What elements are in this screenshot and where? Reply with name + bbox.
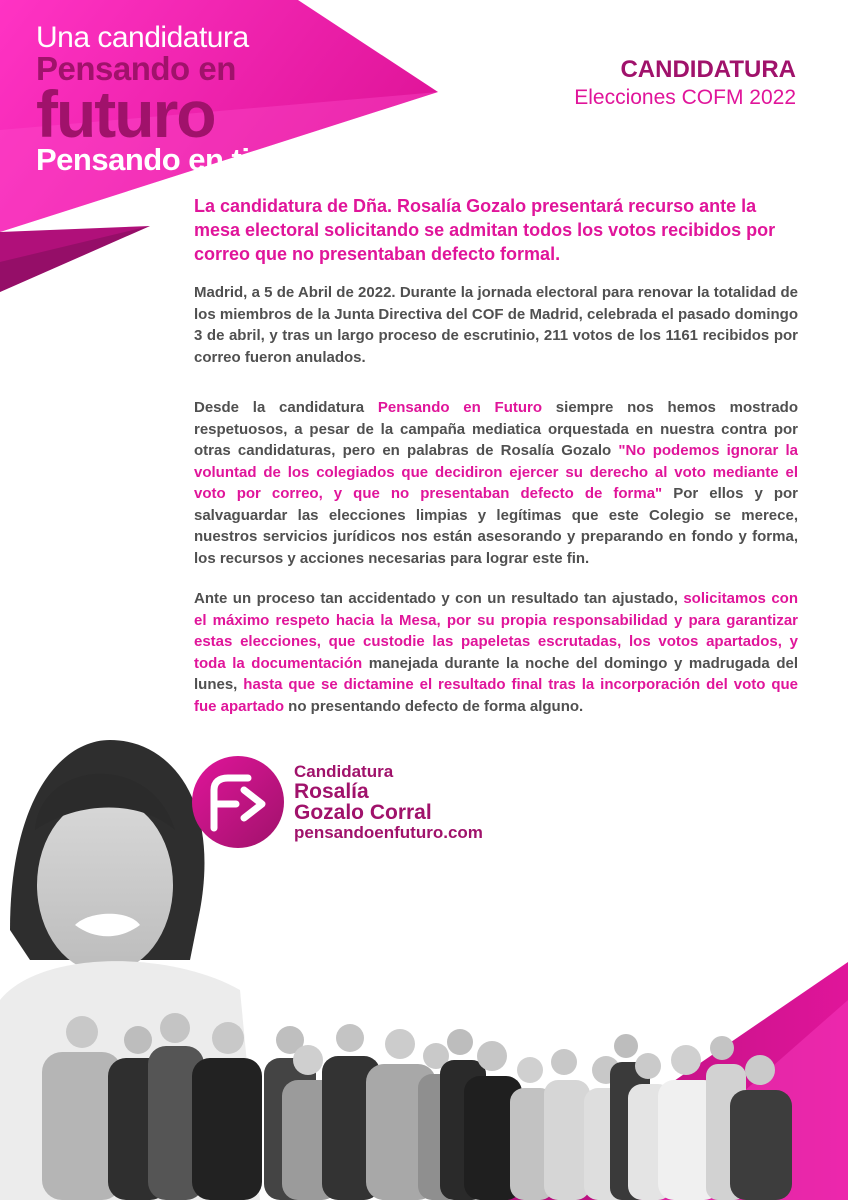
page-subtitle: Elecciones COFM 2022 [574,86,796,109]
slogan-block [36,22,296,176]
paragraph-2-quote: "No podemos ignorar la voluntad de los colegiados que decidiron ejercer su derecho al voto mediante el voto por correo, y que no presentaban defecto de forma" [194,442,798,502]
logo-text [294,762,483,842]
page-title: CANDIDATURA [620,56,796,83]
paragraph-3-highlight-2: hasta que se dictamine el resultado final tras la incorporación del voto que fue apartado [194,676,799,715]
paragraph-2-text-2: siempre nos hemos mostrado respetuosos, a pesar de la campaña mediatica orquestada en nuestra contra por otras candidaturas, pero en palabras de Rosalía Gozalo [194,399,798,459]
paragraph-3-text-2: manejada durante la noche del domingo y madrugada del lunes, [194,654,798,693]
logo-line-2: Rosalía [294,780,369,803]
candidate-logo [192,756,512,856]
paragraph-2-highlight-1: Pensando en Futuro [377,399,543,416]
paragraph-3-text-1: Ante un proceso tan accidentado y con un resultado tan ajustado, [194,590,684,607]
slogan-line-1: Una candidatura [36,21,249,54]
paragraph-2 [194,397,798,569]
paragraph-3-text-3: no presentando defecto de forma alguno. [284,697,584,715]
headline: La candidatura de Dña. Rosalía Gozalo presentará recurso ante la mesa electoral solicitando se admitan todos los votos recibidos por correo que no presentaban defecto formal. [194,196,776,264]
slogan-line-3: futuro [36,77,215,151]
logo-f-arrow-icon [192,756,284,848]
slogan-line-2: Pensando en [36,50,236,87]
logo-line-3: Gozalo Corral [294,801,432,824]
logo-line-1: Candidatura [294,762,394,781]
paragraph-3-highlight-1: solicitamos con el máximo respeto hacia la Mesa, por su propia responsabilidad y para garantizar estas elecciones, que custodie las papeletas escrutadas, los votos apartados, y toda la documentación [194,590,798,672]
person-13 [544,1049,590,1200]
paragraph-1: Madrid, a 5 de Abril de 2022. Durante la jornada electoral para renovar la totalidad de los miembros de la Junta Directiva del COF de Madrid, celebrada el pasado domingo 3 de abril, y tras un largo proceso de escrutinio, 211 votos de los 1161 recibidos por correo fueron anulados. [194,284,798,366]
slogan-line-4: Pensando en ti [36,142,250,177]
paragraph-3 [194,588,798,717]
logo-url: pensandoenfuturo.com [294,823,483,842]
paragraph-2-text-3: Por ellos y por salvaguardar las elecciones limpias y legítimas que este Colegio se merece, nuestros servicios jurídicos nos están asesorando y preparando en fondo y forma, los recursos y acciones necesarias para lograr este fin. [194,485,798,567]
paragraph-2-text-1: Desde la candidatura [194,399,378,416]
